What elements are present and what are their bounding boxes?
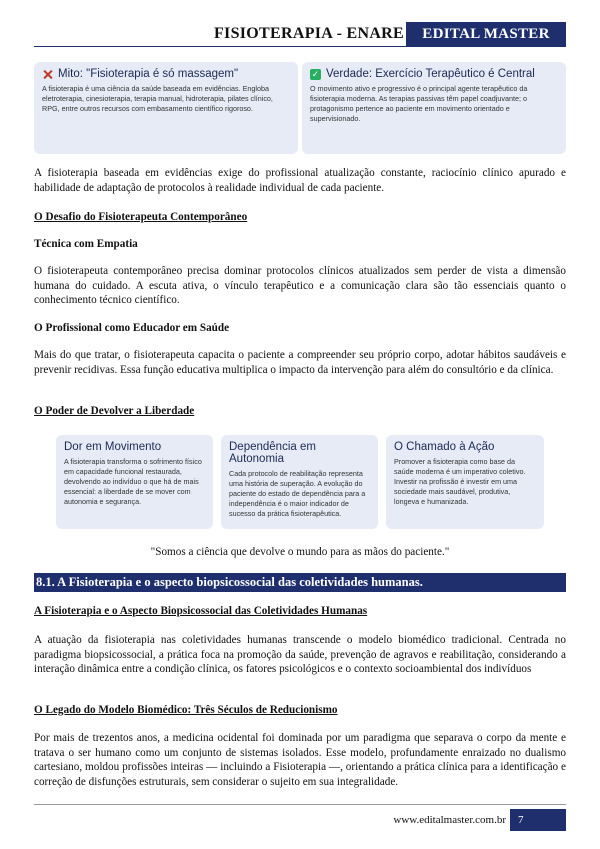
card-call-text: Promover a fisioterapia como base da saúde moderna é um imperativo coletivo. Investir na profissão é investir em uma sociedade mais saudável, produtiva, longeva e humanizada. (394, 457, 526, 506)
heading-challenge: O Desafio do Fisioterapeuta Contemporâneo (34, 211, 248, 223)
truth-card (302, 62, 566, 154)
heading-biopsychosocial: A Fisioterapia e o Aspecto Biopsicossocial das Coletividades Humanas (34, 605, 368, 617)
myth-truth-cards (34, 62, 566, 154)
section-heading-bar: 8.1. A Fisioterapia e o aspecto biopsicossocial das coletividades humanas. (34, 573, 566, 592)
myth-card-title: Mito: "Fisioterapia é só massagem" (58, 68, 239, 80)
brand-label: EDITAL MASTER (406, 22, 566, 46)
footer-url[interactable]: www.editalmaster.com.br (393, 814, 506, 826)
card-autonomy-text: Cada protocolo de reabilitação representa uma história de superação. A evolução do paciente do estado de dependência para a independência é o maior indicador de sucesso da prática fisioterapêutica. (229, 469, 366, 518)
header-divider (34, 46, 566, 47)
myth-card (34, 62, 298, 154)
page-header (0, 22, 600, 50)
card-call-title: O Chamado à Ação (394, 441, 495, 453)
paragraph-evidence: A fisioterapia baseada em evidências exige do profissional atualização constante, raciocínio clínico apurado e habilidade de adaptação de protocolos à realidade individual de cada paciente. (34, 167, 566, 194)
heading-freedom: O Poder de Devolver a Liberdade (34, 405, 195, 417)
myth-card-text: A fisioterapia é uma ciência da saúde baseada em evidências. Engloba eletroterapia, cinesioterapia, terapia manual, hidroterapia, pilates clínico, RPG, entre outros recursos com embasamento científico rigoroso. (42, 84, 273, 113)
card-autonomy (221, 435, 378, 529)
card-autonomy-title: Dependência em Autonomia (229, 441, 316, 465)
quote: "Somos a ciência que devolve o mundo para as mãos do paciente." (150, 546, 450, 558)
freedom-cards (56, 435, 544, 529)
truth-card-title: Verdade: Exercício Terapêutico é Central (326, 68, 535, 80)
subheading-empathy: Técnica com Empatia (34, 238, 138, 250)
card-pain-movement (56, 435, 213, 529)
paragraph-biomedical-legacy: Por mais de trezentos anos, a medicina ocidental foi dominada por um paradigma que separava o corpo da mente e tratava o ser humano como um conjunto de sistemas isolados. Esse modelo, profundamente enraizado no dualismo cartesiano, moldou profissões inteiras — incluindo a Fisioterapia —, orientando a prática clínica para a identificação e correção de disfunções estruturais, sem considerar o sujeito em sua integralidade. (34, 732, 566, 788)
paragraph-empathy: O fisioterapeuta contemporâneo precisa dominar protocolos clínicos atualizados sem perder de vista a dimensão humana do cuidado. A escuta ativa, o vínculo terapêutico e a comunicação clara são tão essenciais quanto o conhecimento técnico científico. (34, 265, 566, 306)
subheading-educator: O Profissional como Educador em Saúde (34, 322, 230, 334)
document-title: FISIOTERAPIA - ENARE (213, 25, 404, 42)
heading-biomedical-legacy: O Legado do Modelo Biomédico: Três Séculos de Reducionismo (34, 704, 338, 716)
paragraph-educator: Mais do que tratar, o fisioterapeuta capacita o paciente a compreender seu próprio corpo, adotar hábitos saudáveis e prevenir recidivas. Essa função educativa multiplica o impacto da intervenção para além do consultório e da clínica. (34, 349, 566, 376)
card-pain-movement-title: Dor em Movimento (64, 441, 162, 453)
check-icon: ✓ (311, 68, 320, 79)
page-number: 7 (510, 809, 566, 831)
card-call-to-action (386, 435, 544, 529)
truth-card-text: O movimento ativo e progressivo é o principal agente terapêutico da fisioterapia moderna. As terapias passivas têm papel coadjuvante; o protagonismo pertence ao paciente em movimento orientado e supervisionado. (310, 84, 528, 123)
x-icon (42, 69, 53, 80)
paragraph-biopsychosocial: A atuação da fisioterapia nas coletividades humanas transcende o modelo biomédico tradicional. Centrada no paradigma biopsicossocial, a prática foca na promoção da saúde, prevenção de agravos e reabilitação, considerando a interação dinâmica entre a condição clínica, os fatores psicológicos e o contexto socioambiental dos indivíduos (34, 634, 566, 675)
card-pain-movement-text: A fisioterapia transforma o sofrimento físico em capacidade funcional restaurada, devolvendo ao indivíduo o que há de mais essencial: a liberdade de se mover com autonomia e segurança. (64, 457, 202, 506)
footer-divider (34, 804, 566, 805)
